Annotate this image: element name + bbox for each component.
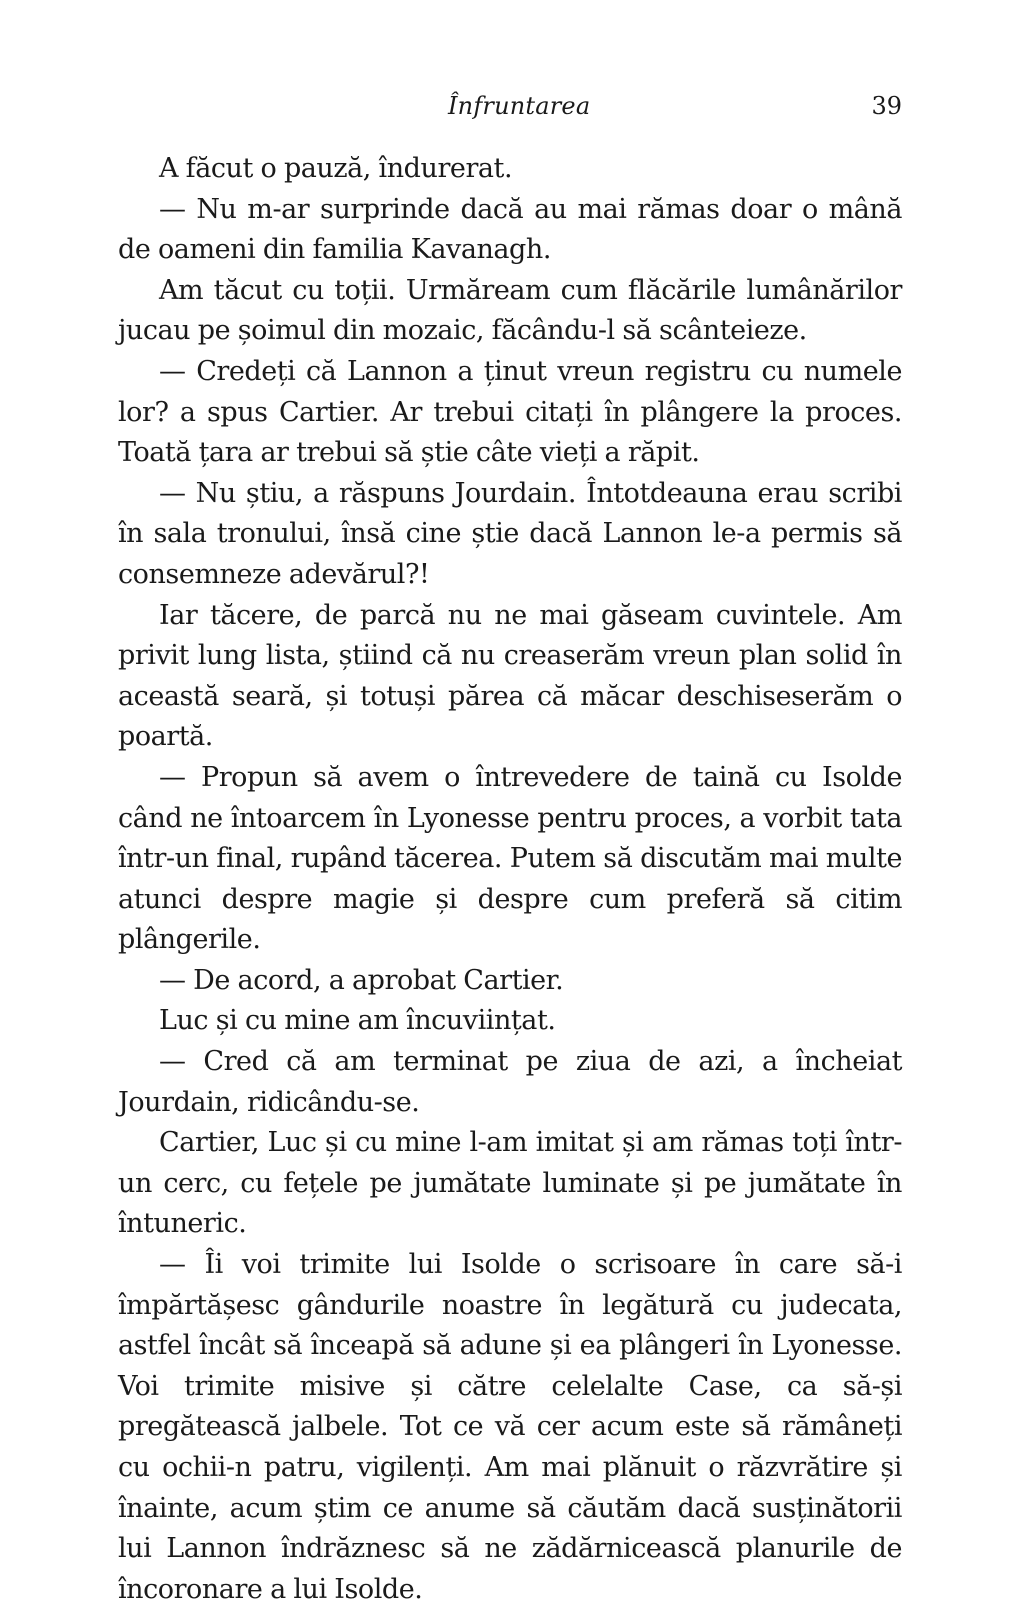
paragraph: — Credeți că Lannon a ținut vreun registru cu numele lor? a spus Cartier. Ar trebui citați în plângere la proces. Toată țara ar trebui să știe câte vieți a răpit.: [118, 355, 902, 469]
paragraph: Cartier, Luc și cu mine l-am imitat și am rămas toți într-un cerc, cu fețele pe jumătate luminate și pe jumătate în întuneric.: [118, 1127, 902, 1240]
page-number: 39: [871, 92, 902, 120]
paragraph: Luc și cu mine am încuviințat.: [159, 1005, 556, 1037]
body-text: [118, 149, 902, 1610]
paragraph: — Îi voi trimite lui Isolde o scrisoare în care să-i împărtășesc gândurile noastre în legătură cu judecata, astfel încât să înceapă să adune și ea plângeri în Lyonesse. Voi trimite misive și către celelalte Case, ca să-și pregătească jalbele. Tot ce vă cer acum este să rămâneți cu ochii-n patru, vigilenți. Am mai plănuit o răzvrătire și înainte, acum știm ce anume să căutăm dacă susținătorii lui Lannon îndrăznesc să ne zădărnicească planurile de încoronare a lui Isolde.: [118, 1249, 902, 1605]
chapter-title: Înfruntarea: [448, 92, 591, 120]
paragraph: A făcut o pauză, îndurerat.: [159, 153, 513, 184]
paragraph: Iar tăcere, de parcă nu ne mai găseam cuvintele. Am privit lung lista, știind că nu creaserăm vreun plan solid în această seară, și totuși părea că măcar deschiseserăm o poartă.: [118, 599, 902, 753]
paragraph: — Cred că am terminat pe ziua de azi, a încheiat Jourdain, ridicându-se.: [118, 1046, 902, 1118]
paragraph: — Propun să avem o întrevedere de taină cu Isolde când ne întoarcem în Lyonesse pentru proces, a vorbit tata într-un final, rupând tăcerea. Putem să discutăm mai multe atunci despre magie și despre cum preferă să citim plângerile.: [118, 761, 902, 956]
paragraph: — Nu știu, a răspuns Jourdain. Întotdeauna erau scribi în sala tronului, însă cine știe dacă Lannon le-a permis să consemneze adevărul?!: [118, 477, 902, 590]
paragraph: — De acord, a aprobat Cartier.: [159, 964, 564, 996]
paragraph: Am tăcut cu toții. Urmăream cum flăcările lumânărilor jucau pe șoimul din mozaic, făcându-l să scânteieze.: [118, 274, 902, 347]
paragraph: — Nu m-ar surprinde dacă au mai rămas doar o mână de oameni din familia Kavanagh.: [118, 193, 902, 266]
